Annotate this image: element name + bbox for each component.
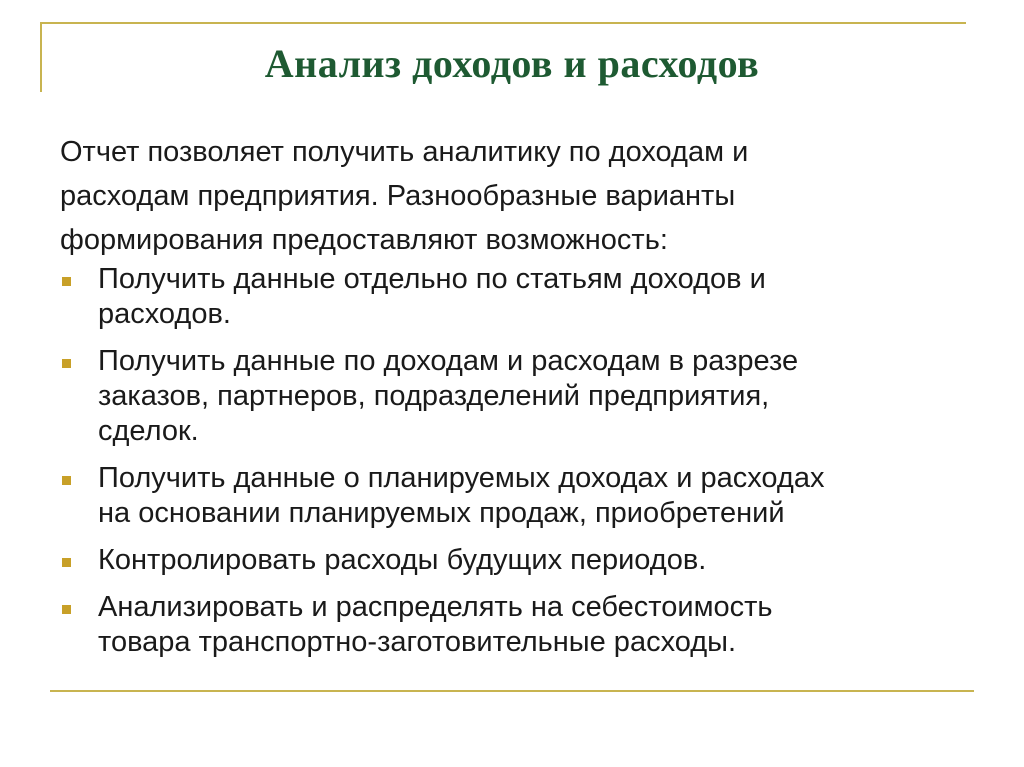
- bullet-square-icon: [62, 476, 71, 485]
- bullet-line: сделок.: [98, 415, 199, 447]
- slide-title: Анализ доходов и расходов: [264, 41, 760, 86]
- bullet-line: Анализировать и распределять на себестоимость: [98, 591, 773, 623]
- bullet-line: Контролировать расходы будущих периодов.: [98, 544, 707, 576]
- intro-line: формирования предоставляют возможность:: [60, 224, 668, 256]
- slide-content: [60, 130, 980, 672]
- bullet-item: [60, 590, 980, 660]
- bullet-line: товара транспортно-заготовительные расходы.: [98, 626, 737, 658]
- bottom-divider-line: [50, 690, 974, 692]
- intro-line: расходам предприятия. Разнообразные варианты: [60, 180, 736, 212]
- bullet-square-icon: [62, 558, 71, 567]
- bullet-line: расходов.: [98, 298, 231, 330]
- top-divider-line: [40, 22, 966, 24]
- bullet-square-icon: [62, 605, 71, 614]
- bullet-square-icon: [62, 277, 71, 286]
- bullet-line: на основании планируемых продаж, приобретений: [98, 497, 785, 529]
- bullet-line: Получить данные по доходам и расходам в разрезе: [98, 345, 799, 377]
- intro-paragraph: [60, 130, 980, 262]
- bullet-item: [60, 262, 980, 332]
- bullet-item: [60, 543, 980, 578]
- bullet-line: Получить данные о планируемых доходах и расходах: [98, 462, 825, 494]
- bullet-square-icon: [62, 359, 71, 368]
- bullet-list: [60, 262, 980, 660]
- bullet-line: Получить данные отдельно по статьям доходов и: [98, 263, 766, 295]
- bullet-line: заказов, партнеров, подразделений предприятия,: [98, 380, 770, 412]
- intro-line: Отчет позволяет получить аналитику по доходам и: [60, 136, 749, 168]
- bullet-item: [60, 344, 980, 449]
- bullet-item: [60, 461, 980, 531]
